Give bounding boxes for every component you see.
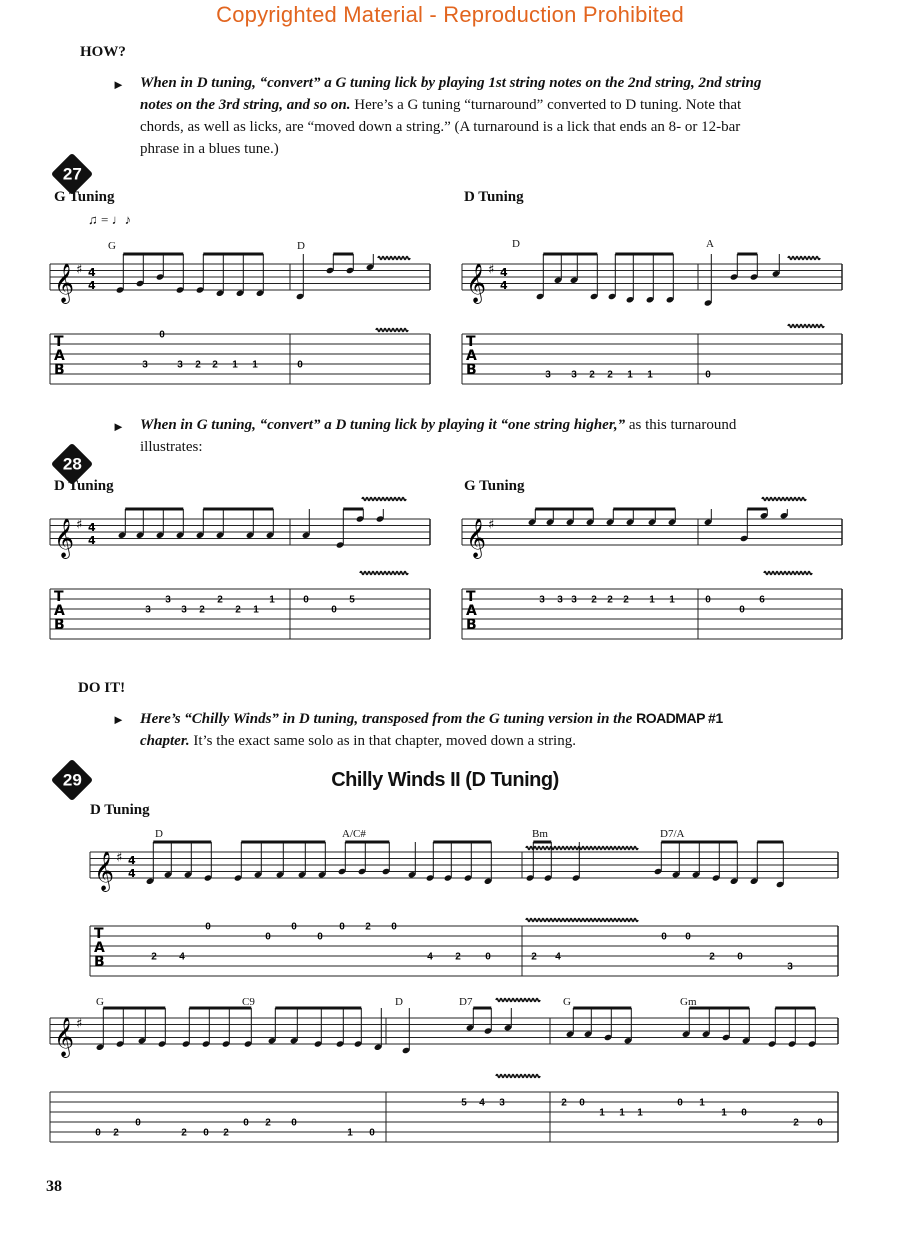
tab-number: 2 bbox=[531, 951, 537, 963]
tab-number: 3 bbox=[145, 604, 151, 616]
tab-number: 0 bbox=[317, 931, 323, 943]
tab-number: 3 bbox=[499, 1097, 505, 1109]
tab-clef-letter: A bbox=[94, 940, 105, 956]
tab-clef-letter: A bbox=[54, 348, 65, 364]
ex29-row2-system bbox=[50, 1004, 838, 1146]
key-signature-icon: ♯ bbox=[76, 1016, 83, 1032]
song-title: Chilly Winds II (D Tuning) bbox=[331, 769, 559, 791]
tab-number: 0 bbox=[135, 1117, 141, 1129]
tab-number: 1 bbox=[637, 1107, 643, 1119]
tab-number: 3 bbox=[181, 604, 187, 616]
tab-number: 2 bbox=[455, 951, 461, 963]
tab-number: 3 bbox=[142, 359, 148, 371]
example-28-badge: 28 bbox=[51, 443, 93, 485]
ex29-row1-system bbox=[90, 838, 838, 978]
tab-number: 5 bbox=[349, 594, 355, 606]
treble-clef-icon: 𝄞 bbox=[466, 518, 487, 558]
tab-number: 0 bbox=[685, 931, 691, 943]
tab-number: 0 bbox=[331, 604, 337, 616]
ex27-chord-g: G bbox=[108, 240, 116, 252]
tab-number: 0 bbox=[297, 359, 303, 371]
vibrato-mark-icon bbox=[496, 999, 540, 1002]
tab-number: 4 bbox=[555, 951, 561, 963]
tab-number: 2 bbox=[195, 359, 201, 371]
paragraph-do-it-bold-2: chapter. bbox=[140, 733, 190, 749]
ex29-chord-g-2: G bbox=[563, 996, 571, 1008]
example-27-badge: 27 bbox=[51, 153, 93, 195]
tab-number: 4 bbox=[179, 951, 185, 963]
tab-number: 1 bbox=[669, 594, 675, 606]
tab-number: 3 bbox=[571, 369, 577, 381]
vibrato-mark-icon bbox=[360, 572, 408, 575]
tab-clef-letter: B bbox=[54, 362, 65, 378]
tab-clef-letter: T bbox=[94, 926, 104, 942]
key-signature-icon: ♯ bbox=[488, 262, 495, 278]
tab-number: 0 bbox=[705, 369, 711, 381]
tab-number: 2 bbox=[181, 1127, 187, 1139]
tab-number: 2 bbox=[793, 1117, 799, 1129]
tab-number: 2 bbox=[365, 921, 371, 933]
vibrato-mark-icon bbox=[764, 572, 812, 575]
tab-number: 0 bbox=[661, 931, 667, 943]
example-29-badge: 29 bbox=[51, 759, 93, 801]
ex29-tuning-label: D Tuning bbox=[90, 802, 150, 818]
tab-number: 3 bbox=[571, 594, 577, 606]
tab-clef-letter: B bbox=[54, 617, 65, 633]
paragraph-do-it-bold: Here’s “Chilly Winds” in D tuning, transposed from the G tuning version in the bbox=[140, 711, 633, 727]
tab-number: 0 bbox=[265, 931, 271, 943]
tab-number: 2 bbox=[607, 369, 613, 381]
tab-number: 0 bbox=[677, 1097, 683, 1109]
tab-clef-letter: T bbox=[54, 589, 64, 605]
treble-clef-icon: 𝄞 bbox=[94, 851, 115, 891]
treble-clef-icon: 𝄞 bbox=[466, 263, 487, 303]
tab-number: 1 bbox=[649, 594, 655, 606]
ex29-chord-g: G bbox=[96, 996, 104, 1008]
tab-clef-letter: T bbox=[466, 589, 476, 605]
tab-number: 0 bbox=[339, 921, 345, 933]
tab-number: 2 bbox=[561, 1097, 567, 1109]
vibrato-mark-icon bbox=[526, 847, 638, 850]
tab-number: 3 bbox=[177, 359, 183, 371]
tab-number: 3 bbox=[787, 961, 793, 973]
tab-number: 0 bbox=[243, 1117, 249, 1129]
tab-number: 1 bbox=[619, 1107, 625, 1119]
paragraph-convert bbox=[112, 414, 772, 458]
ex27-right-chord-d: D bbox=[512, 238, 520, 250]
paragraph-how bbox=[112, 72, 772, 160]
paragraph-how-bold: When in D tuning, “convert” a G tuning lick by playing 1st string notes on the 2nd string, 2nd string notes on the 3rd string, and so on. bbox=[140, 75, 762, 113]
ex29-chord-d7-a: D7/A bbox=[660, 828, 685, 840]
vibrato-mark-icon bbox=[526, 919, 638, 922]
vibrato-mark-icon bbox=[762, 498, 806, 501]
tab-clef-letter: B bbox=[94, 954, 105, 970]
tab-number: 0 bbox=[817, 1117, 823, 1129]
tab-number: 0 bbox=[205, 921, 211, 933]
tab-clef-letter: A bbox=[466, 603, 477, 619]
tab-number: 0 bbox=[391, 921, 397, 933]
bullet-arrow-icon: ► bbox=[112, 712, 125, 727]
vibrato-mark-icon bbox=[496, 1075, 540, 1078]
tab-number: 1 bbox=[699, 1097, 705, 1109]
tab-number: 2 bbox=[212, 359, 218, 371]
ex27-right-system bbox=[462, 250, 842, 385]
key-signature-icon: ♯ bbox=[488, 517, 495, 533]
vibrato-mark-icon bbox=[378, 257, 410, 260]
tab-clef-letter: A bbox=[466, 348, 477, 364]
time-signature-top: 4 bbox=[88, 266, 96, 279]
ex27-left-tuning-label: G Tuning bbox=[54, 189, 115, 205]
tab-number: 3 bbox=[545, 369, 551, 381]
time-signature-bottom: 4 bbox=[500, 279, 508, 292]
tab-number: 0 bbox=[741, 1107, 747, 1119]
tab-number: 1 bbox=[721, 1107, 727, 1119]
tab-number: 2 bbox=[223, 1127, 229, 1139]
tab-number: 5 bbox=[461, 1097, 467, 1109]
time-signature-top: 4 bbox=[128, 854, 136, 867]
tab-number: 0 bbox=[485, 951, 491, 963]
vibrato-mark-icon bbox=[788, 257, 820, 260]
tab-number: 2 bbox=[151, 951, 157, 963]
tab-number: 1 bbox=[599, 1107, 605, 1119]
tab-number: 2 bbox=[113, 1127, 119, 1139]
tab-clef-letter: B bbox=[466, 362, 477, 378]
how-heading: HOW? bbox=[80, 44, 126, 60]
tab-number: 1 bbox=[627, 369, 633, 381]
treble-clef-icon: 𝄞 bbox=[54, 263, 75, 303]
key-signature-icon: ♯ bbox=[76, 262, 83, 278]
tab-number: 1 bbox=[647, 369, 653, 381]
paragraph-convert-bold: When in G tuning, “convert” a D tuning lick by playing it “one string higher,” bbox=[140, 417, 626, 433]
time-signature-top: 4 bbox=[88, 521, 96, 534]
roadmap-label: ROADMAP #1 bbox=[636, 710, 723, 726]
vibrato-mark-icon bbox=[362, 498, 406, 501]
ex29-chord-bm: Bm bbox=[532, 828, 548, 840]
paragraph-how-text: Here’s a G tuning “turnaround” converted to D tuning. Note that chords, as well as licks, are “moved down a string.” (A turnaround is a lick that ends an 8- or 12-bar phrase in a blues tune.) bbox=[140, 97, 742, 157]
tab-number: 0 bbox=[705, 594, 711, 606]
ex29-chord-d-2: D bbox=[395, 996, 403, 1008]
tab-number: 1 bbox=[232, 359, 238, 371]
ex27-right-chord-a: A bbox=[706, 238, 714, 250]
time-signature-top: 4 bbox=[500, 266, 508, 279]
swing-rhythm-marking: ♫ = ♩♪ bbox=[88, 212, 132, 227]
tab-number: 1 bbox=[269, 594, 275, 606]
tab-number: 1 bbox=[252, 359, 258, 371]
ex27-left-system bbox=[50, 250, 430, 385]
tab-number: 2 bbox=[589, 369, 595, 381]
time-signature-bottom: 4 bbox=[128, 867, 136, 880]
tab-clef-letter: A bbox=[54, 603, 65, 619]
bullet-arrow-icon: ► bbox=[112, 419, 125, 434]
tab-clef-letter: B bbox=[466, 617, 477, 633]
ex28-right-tuning-label: G Tuning bbox=[464, 478, 525, 494]
tab-number: 2 bbox=[607, 594, 613, 606]
tab-number: 3 bbox=[557, 594, 563, 606]
tab-number: 3 bbox=[539, 594, 545, 606]
ex28-left-system bbox=[50, 505, 430, 640]
bullet-arrow-icon: ► bbox=[112, 77, 125, 92]
do-it-heading: DO IT! bbox=[78, 680, 126, 696]
ex29-chord-gm: Gm bbox=[680, 996, 697, 1008]
ex28-left-tuning-label: D Tuning bbox=[54, 478, 114, 494]
tab-number: 0 bbox=[737, 951, 743, 963]
tab-number: 2 bbox=[623, 594, 629, 606]
treble-clef-icon: 𝄞 bbox=[54, 518, 75, 558]
tab-number: 0 bbox=[303, 594, 309, 606]
tab-number: 0 bbox=[159, 329, 165, 341]
tab-number: 2 bbox=[235, 604, 241, 616]
tab-number: 0 bbox=[579, 1097, 585, 1109]
ex28-right-system bbox=[462, 505, 842, 640]
tab-number: 0 bbox=[739, 604, 745, 616]
tab-number: 4 bbox=[479, 1097, 485, 1109]
vibrato-mark-icon bbox=[376, 329, 408, 332]
tab-clef-letter: T bbox=[466, 334, 476, 350]
tab-number: 0 bbox=[291, 1117, 297, 1129]
tab-number: 2 bbox=[217, 594, 223, 606]
tab-number: 4 bbox=[427, 951, 433, 963]
paragraph-do-it bbox=[112, 707, 772, 752]
tab-number: 1 bbox=[347, 1127, 353, 1139]
paragraph-convert-text: as this turnaround illustrates: bbox=[140, 417, 737, 455]
treble-clef-icon: 𝄞 bbox=[54, 1017, 75, 1057]
tab-number: 6 bbox=[759, 594, 765, 606]
tab-number: 0 bbox=[203, 1127, 209, 1139]
tab-number: 2 bbox=[591, 594, 597, 606]
page-number: 38 bbox=[46, 1178, 62, 1195]
ex29-chord-d7: D7 bbox=[459, 996, 473, 1008]
ex29-chord-a-c-sharp: A/C# bbox=[342, 828, 366, 840]
vibrato-mark-icon bbox=[788, 325, 824, 328]
ex29-chord-d: D bbox=[155, 828, 163, 840]
tab-number: 2 bbox=[709, 951, 715, 963]
tab-number: 0 bbox=[291, 921, 297, 933]
ex29-chord-c9: C9 bbox=[242, 996, 255, 1008]
copyright-watermark: Copyrighted Material - Reproduction Prohibited bbox=[216, 2, 684, 27]
ex27-chord-d: D bbox=[297, 240, 305, 252]
key-signature-icon: ♯ bbox=[76, 517, 83, 533]
tab-number: 1 bbox=[253, 604, 259, 616]
paragraph-do-it-text: It’s the exact same solo as in that chapter, moved down a string. bbox=[189, 733, 576, 749]
tab-number: 2 bbox=[199, 604, 205, 616]
time-signature-bottom: 4 bbox=[88, 279, 96, 292]
tab-number: 3 bbox=[165, 594, 171, 606]
tab-number: 2 bbox=[265, 1117, 271, 1129]
tab-number: 0 bbox=[369, 1127, 375, 1139]
ex27-right-tuning-label: D Tuning bbox=[464, 189, 524, 205]
key-signature-icon: ♯ bbox=[116, 850, 123, 866]
tab-number: 0 bbox=[95, 1127, 101, 1139]
time-signature-bottom: 4 bbox=[88, 534, 96, 547]
tab-clef-letter: T bbox=[54, 334, 64, 350]
